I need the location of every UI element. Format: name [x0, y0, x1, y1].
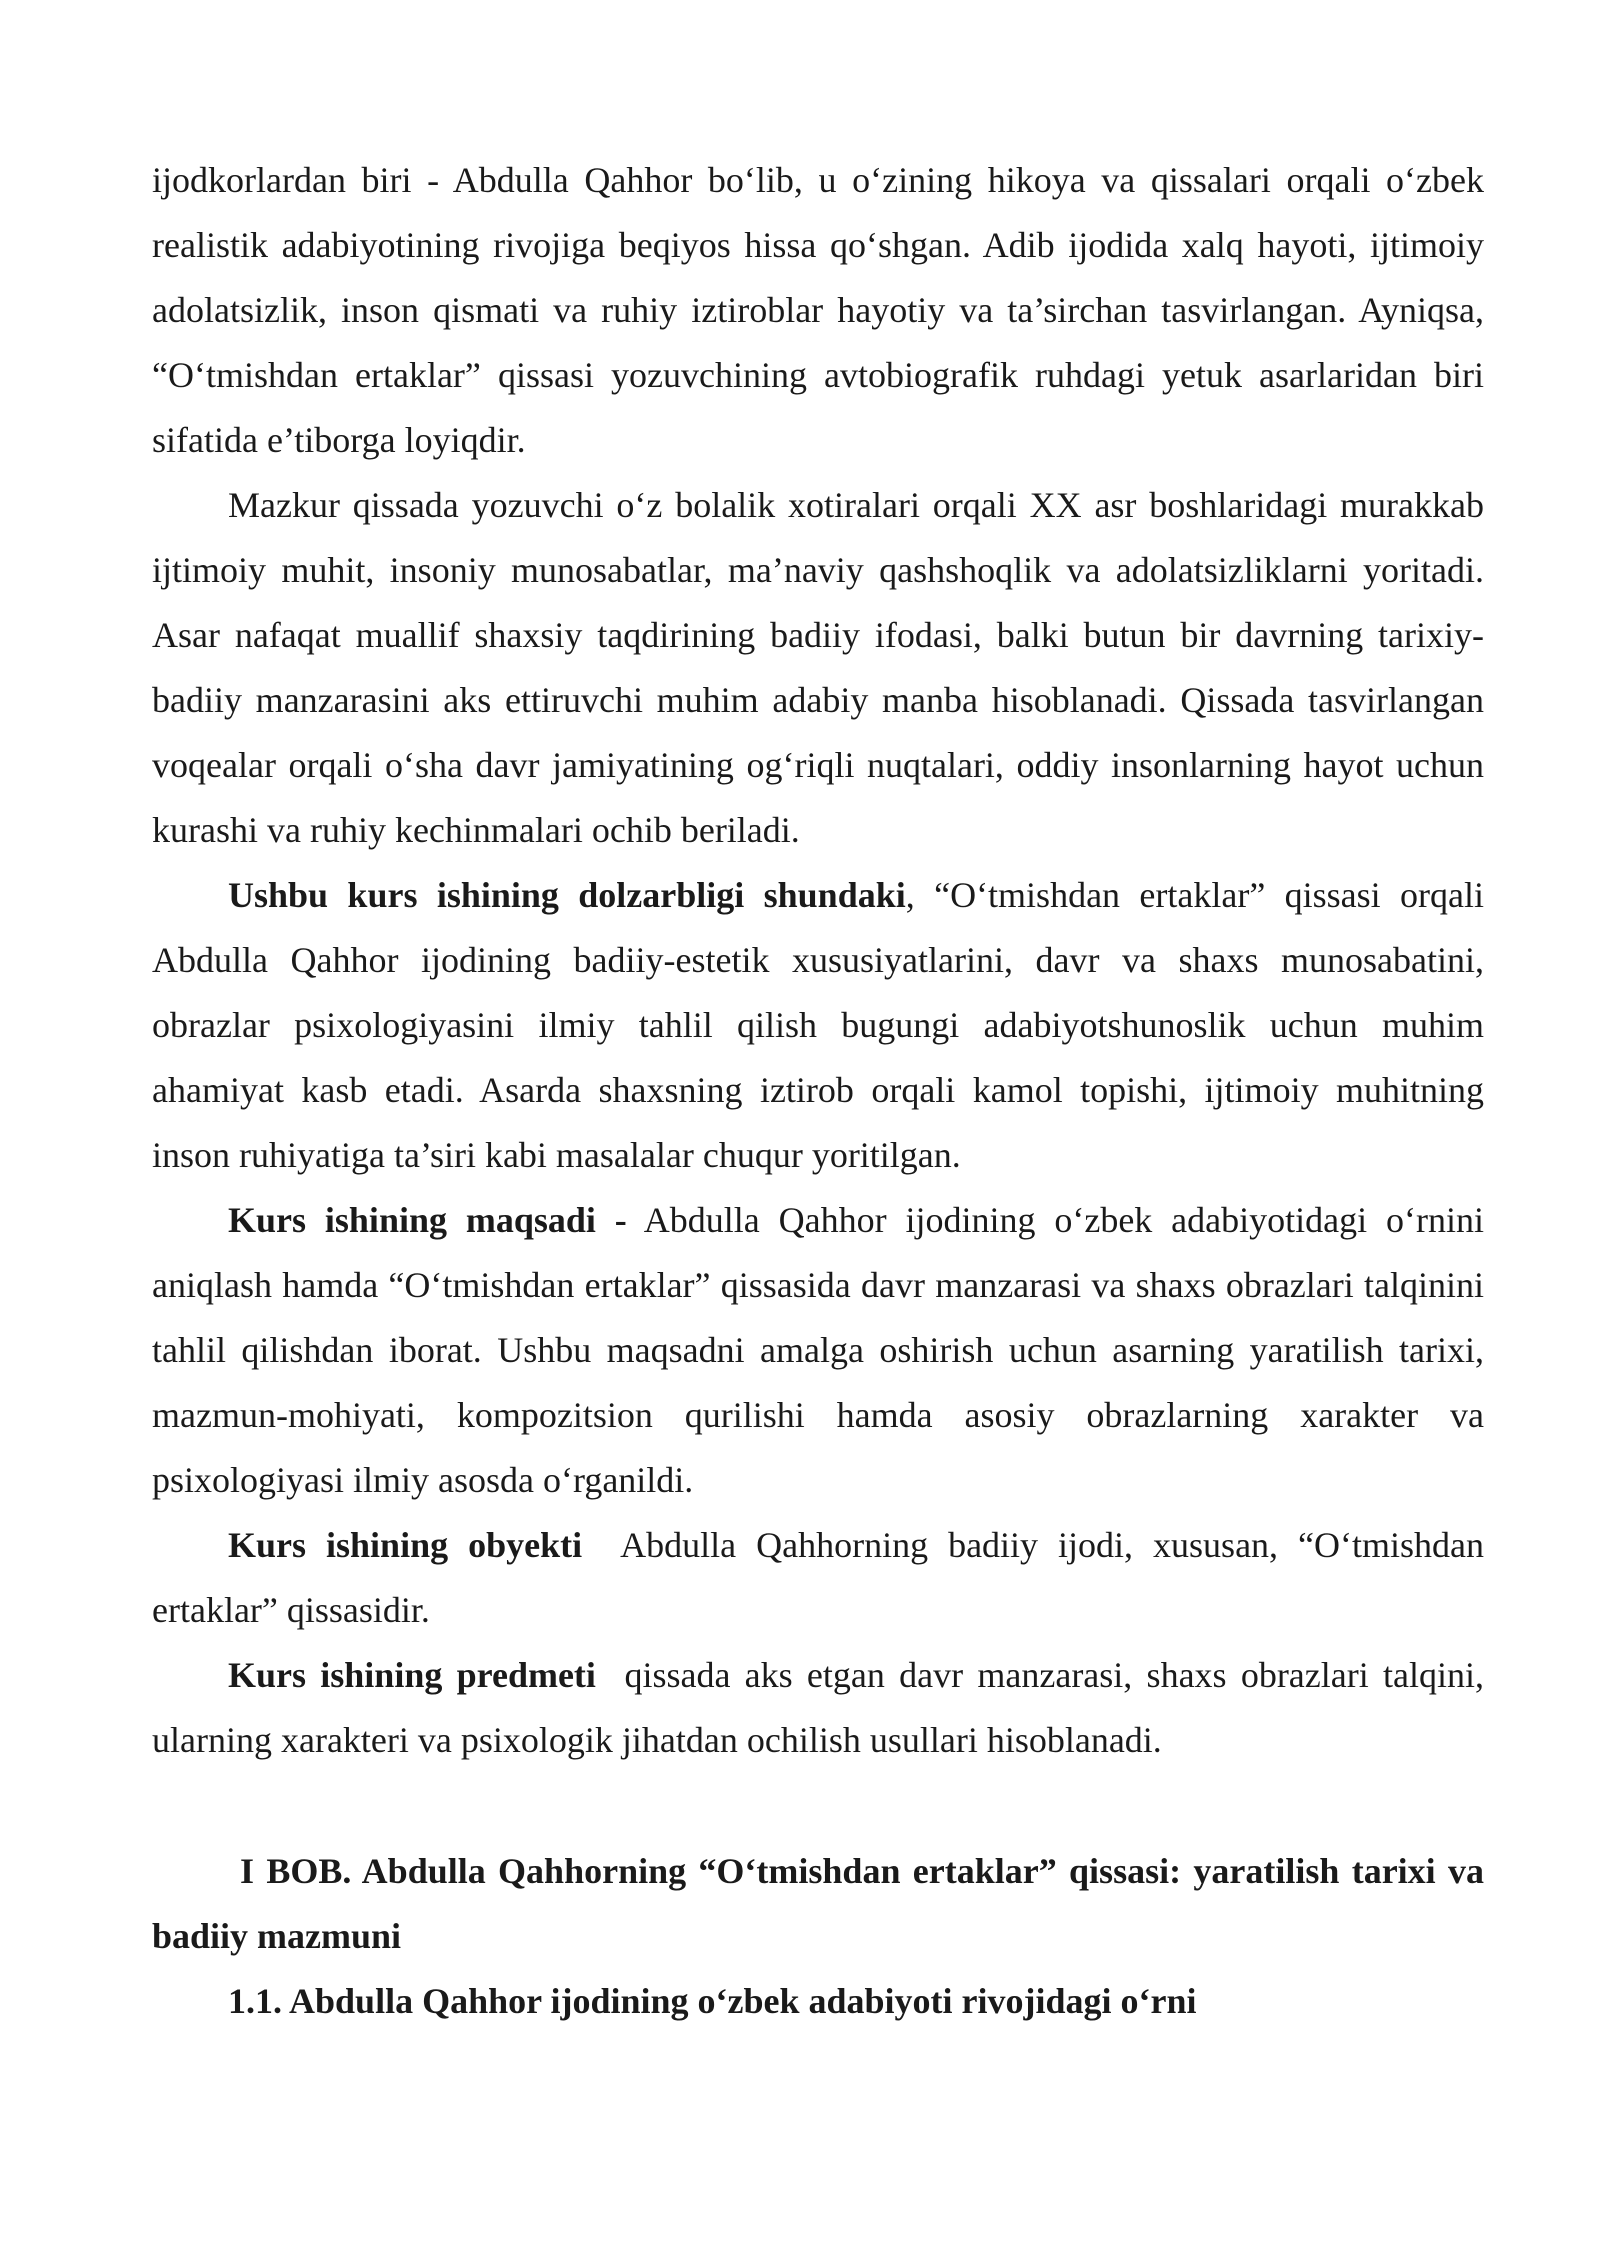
paragraph-intro: ijodkorlardan biri - Abdulla Qahhor bo‘lib, u o‘zining hikoya va qissalari orqali o‘zbek realistik adabiyotining rivojiga beqiyos hissa qo‘shgan. Adib ijodida xalq hayoti, ijtimoiy adolatsizlik, inson qismati va ruhiy iztiroblar hayotiy va ta’sirchan tasvirlangan. Ayniqsa, “O‘tmishdan ertaklar” qissasi yozuvchining avtobiografik ruhdagi yetuk asarlaridan biri sifatida e’tiborga loyiqdir.	[152, 160, 1484, 460]
relevance-text: , “O‘tmishdan ertaklar” qissasi orqali Abdulla Qahhor ijodining badiiy-estetik xususiyatlarini, davr va shaxs munosabatini, obrazlar psixologiyasini ilmiy tahlil qilish bugungi adabiyotshunoslik uchun muhim ahamiyat kasb etadi. Asarda shaxsning iztirob orqali kamol topishi, ijtimoiy muhitning inson ruhiyatiga ta’siri kabi masalalar chuqur yoritilgan.	[152, 875, 1484, 1175]
chapter-heading: I BOB. Abdulla Qahhorning “O‘tmishdan ertaklar” qissasi: yaratilish tarixi va badiiy mazmuni	[152, 1851, 1484, 1956]
goal-label: Kurs ishining maqsadi -	[228, 1200, 627, 1240]
subject-label: Kurs ishining predmeti	[228, 1655, 596, 1695]
subject-text: qissada aks etgan davr manzarasi, shaxs obrazlari talqini, ularning xarakteri va psixologik jihatdan ochilish usullari hisoblanadi.	[152, 1655, 1493, 1760]
goal-text: Abdulla Qahhor ijodining o‘zbek adabiyotidagi o‘rnini aniqlash hamda “O‘tmishdan ertaklar” qissasida davr manzarasi va shaxs obrazlari talqinini tahlil qilishdan iborat. Ushbu maqsadni amalga oshirish uchun asarning yaratilish tarixi, mazmun-mohiyati, kompozitsion qurilishi hamda asosiy obrazlarning xarakter va psixologiyasi ilmiy asosda o‘rganildi.	[152, 1200, 1485, 1500]
paragraph-subject	[152, 1643, 1493, 1773]
document-page	[152, 148, 1494, 2034]
paragraph-goal	[152, 1188, 1484, 1513]
paragraph-story-summary: Mazkur qissada yozuvchi o‘z bolalik xotiralari orqali XX asr boshlaridagi murakkab ijtimoiy muhit, insoniy munosabatlar, ma’naviy qashshoqlik va adolatsizliklarni yoritadi. Asar nafaqat muallif shaxsiy taqdirining badiiy ifodasi, balki butun bir davrning tarixiy-badiiy manzarasini aks ettiruvchi muhim adabiy manba hisoblanadi. Qissada tasvirlangan voqealar orqali o‘sha davr jamiyatining og‘riqli nuqtalari, oddiy insonlarning hayot uchun kurashi va ruhiy kechinmalari ochib beriladi.	[152, 485, 1484, 850]
object-text: Abdulla Qahhorning badiiy ijodi, xususan, “O‘tmishdan ertaklar” qissasidir.	[152, 1525, 1494, 1630]
object-label: Kurs ishining obyekti	[228, 1525, 583, 1565]
relevance-label: Ushbu kurs ishining dolzarbligi shundaki	[228, 875, 906, 915]
section-heading: 1.1. Abdulla Qahhor ijodining o‘zbek adabiyoti rivojidagi o‘rni	[228, 1981, 1197, 2021]
paragraph-object	[152, 1513, 1494, 1643]
paragraph-relevance	[152, 863, 1484, 1188]
